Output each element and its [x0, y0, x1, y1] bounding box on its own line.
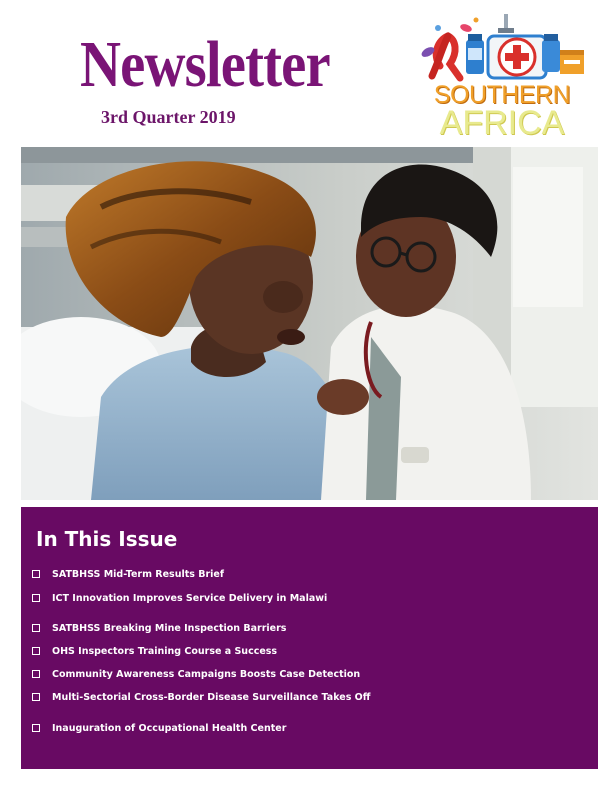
list-item[interactable]: [32, 568, 224, 582]
issue-date: 3rd Quarter 2019: [101, 107, 236, 127]
in-this-issue-panel: [21, 507, 598, 769]
list-item-label: ICT Innovation Improves Service Delivery in Malawi: [52, 593, 328, 604]
cover-photo: [21, 147, 598, 500]
list-item[interactable]: [32, 622, 286, 636]
list-item[interactable]: [32, 592, 327, 606]
logo-text-southern: SOUTHERN: [433, 81, 571, 109]
list-item-label: Community Awareness Campaigns Boosts Case Detection: [52, 669, 361, 680]
southern-africa-logo: [418, 14, 590, 142]
list-item-label: Multi-Sectorial Cross-Border Disease Surveillance Takes Off: [52, 692, 371, 703]
checkbox-icon: [32, 647, 40, 655]
panel-heading: In This Issue: [36, 527, 178, 551]
list-item-label: SATBHSS Mid-Term Results Brief: [52, 569, 224, 580]
logo-text-africa: AFRICA: [439, 104, 565, 142]
list-item[interactable]: [32, 645, 277, 659]
checkbox-icon: [32, 693, 40, 701]
checkbox-icon: [32, 624, 40, 632]
checkbox-icon: [32, 570, 40, 578]
list-item-label: OHS Inspectors Training Course a Success: [52, 646, 278, 657]
checkbox-icon: [32, 670, 40, 678]
list-item-label: Inauguration of Occupational Health Center: [52, 723, 287, 734]
list-item[interactable]: [32, 691, 370, 705]
newsletter-title: Newsletter: [80, 28, 330, 101]
list-item[interactable]: [32, 668, 360, 682]
checkbox-icon: [32, 594, 40, 602]
list-item[interactable]: [32, 722, 286, 736]
checkbox-icon: [32, 724, 40, 732]
list-item-label: SATBHSS Breaking Mine Inspection Barriers: [52, 623, 287, 634]
